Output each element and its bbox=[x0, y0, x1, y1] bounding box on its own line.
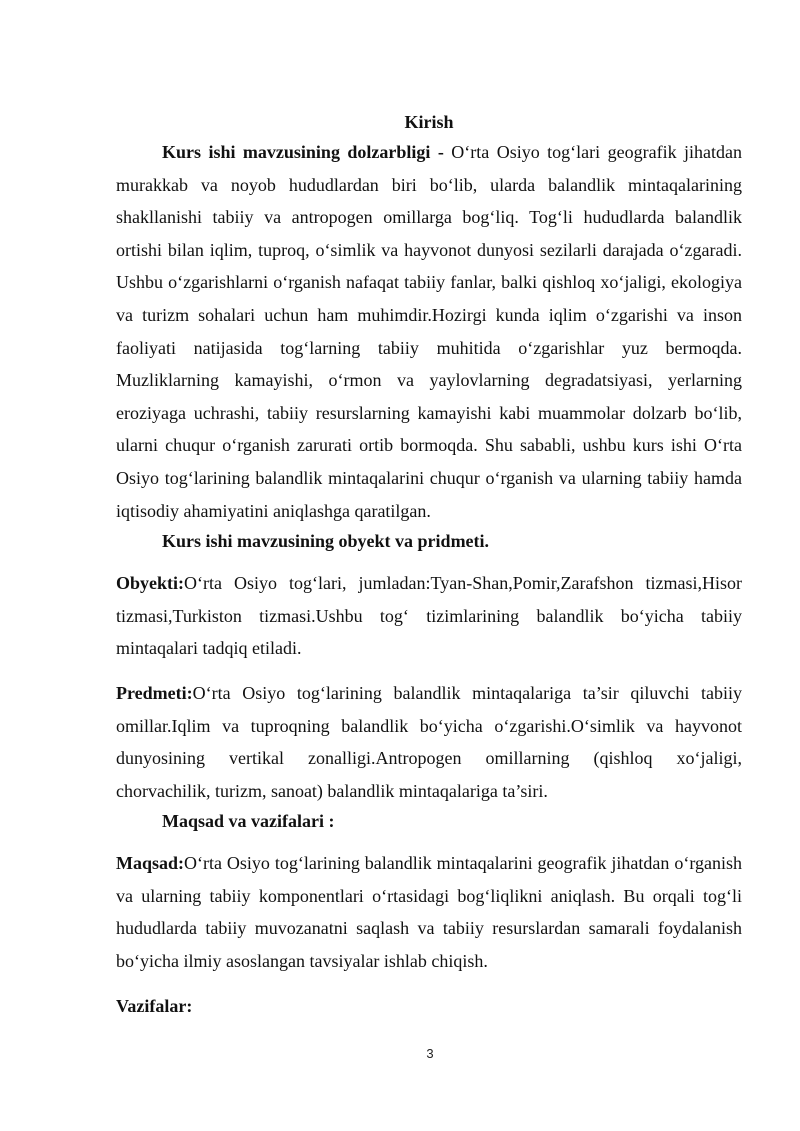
goal-label: Maqsad: bbox=[116, 853, 185, 874]
goal-text: O‘rta Osiyo tog‘larining balandlik mintaqalarini geografik jihatdan o‘rganish va ularning tabiiy komponentlari o‘rtasidagi bog‘liqlikni aniqlash. Bu orqali tog‘li hududlarda tabiiy muvozanatni saqlash va tabiiy resurslardan samarali foydalanish bo‘yicha ilmiy asoslangan tavsiyalar ishlab chiqish. bbox=[116, 853, 742, 972]
tasks-label: Vazifalar: bbox=[116, 995, 193, 1016]
goals-heading: Maqsad va vazifalari : bbox=[162, 811, 335, 832]
page-title: Kirish bbox=[404, 112, 454, 132]
goal-paragraph bbox=[116, 847, 742, 977]
page-number: 3 bbox=[426, 1046, 434, 1061]
object-label: Obyekti: bbox=[116, 573, 185, 594]
relevance-label: Kurs ishi mavzusining dolzarbligi - bbox=[162, 142, 452, 162]
relevance-paragraph bbox=[116, 136, 742, 527]
subject-text: O‘rta Osiyo tog‘larining balandlik mintaqalariga ta’sir qiluvchi tabiiy omillar.Iqlim va tuproqning balandlik bo‘yicha o‘zgarishi.O‘simlik va hayvonot dunyosining vertikal zonalligi.Antropogen omillarning (qishloq xo‘jaligi, chorvachilik, turizm, sanoat) balandlik mintaqalariga ta’siri. bbox=[116, 682, 742, 801]
object-text: O‘rta Osiyo tog‘lari, jumladan:Tyan-Shan,Pomir,Zarafshon tizmasi,Hisor tizmasi,Turkiston tizmasi.Ushbu tog‘ tizimlarining balandlik bo‘yicha tabiiy mintaqalari tadqiq etiladi. bbox=[116, 573, 742, 659]
object-subject-heading: Kurs ishi mavzusining obyekt va pridmeti. bbox=[162, 531, 490, 552]
relevance-text: O‘rta Osiyo tog‘lari geografik jihatdan murakkab va noyob hududlardan biri bo‘lib, ularda balandlik mintaqalarining shakllanishi tabiiy va antropogen omillarga bog‘liq. Tog‘li hududlarda balandlik ortishi bilan iqlim, tuproq, o‘simlik va hayvonot dunyosi sezilarli darajada o‘zgaradi. Ushbu o‘zgarishlarni o‘rganish nafaqat tabiiy fanlar, balki qishloq xo‘jaligi, ekologiya va turizm sohalari uchun ham muhimdir.Hozirgi kunda iqlim o‘zgarishi va inson faoliyati natijasida tog‘larning tabiiy muhitida o‘zgarishlar yuz bermoqda. Muzliklarning kamayishi, o‘rmon va yaylovlarning degradatsiyasi, yerlarning eroziyaga uchrashi, tabiiy resurslarning kamayishi kabi muammolar dolzarb bo‘lib, ularni chuqur o‘rganish zarurati ortib bormoqda. Shu sababli, ushbu kurs ishi O‘rta Osiyo tog‘larining balandlik mintaqalarini chuqur o‘rganish va ularning tabiiy hamda iqtisodiy ahamiyatini aniqlashga qaratilgan. bbox=[116, 142, 743, 521]
object-paragraph bbox=[116, 567, 742, 665]
subject-label: Predmeti: bbox=[116, 682, 193, 703]
subject-paragraph bbox=[116, 677, 742, 807]
page-content bbox=[116, 108, 742, 1022]
